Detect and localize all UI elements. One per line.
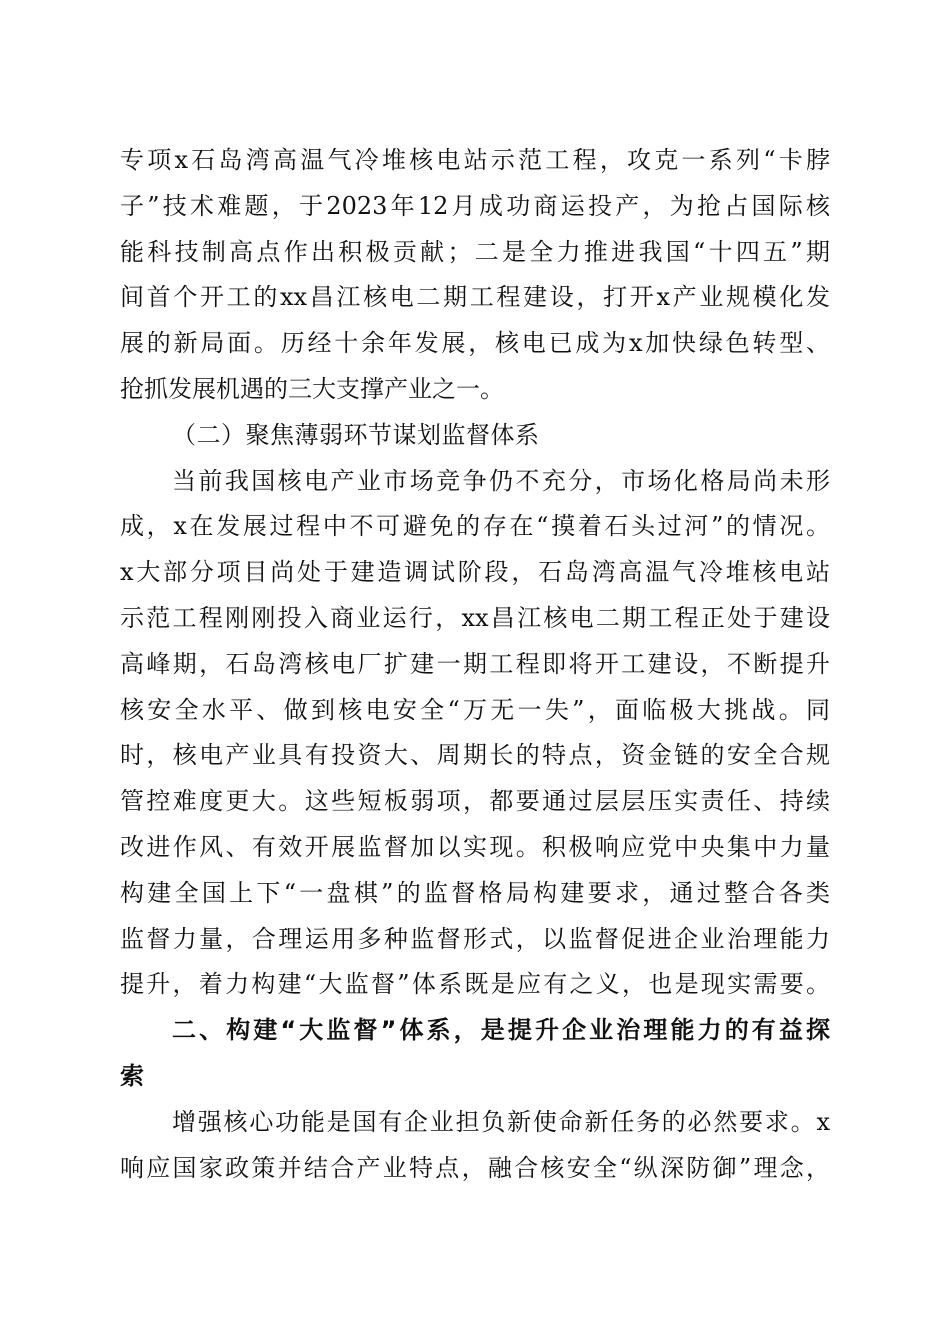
paragraph-line: 示范工程刚刚投入商业运行，xx昌江核电二期工程正处于建设 bbox=[120, 603, 830, 632]
paragraph-line: 能科技制高点作出积极贡献；二是全力推进我国“十四五”期 bbox=[120, 237, 830, 266]
section-heading: 二、构建“大监督”体系，是提升企业治理能力的有益探 bbox=[172, 1016, 830, 1045]
paragraph-line: 响应国家政策并结合产业特点，融合核安全“纵深防御”理念， bbox=[120, 1153, 830, 1182]
paragraph-line: 构建全国上下“一盘棋”的监督格局构建要求，通过整合各类 bbox=[120, 878, 830, 907]
paragraph-line: 监督力量，合理运用多种监督形式，以监督促进企业治理能力 bbox=[120, 924, 830, 953]
paragraph-line: 当前我国核电产业市场竞争仍不充分，市场化格局尚未形 bbox=[172, 466, 830, 495]
paragraph-line: 管控难度更大。这些短板弱项，都要通过层层压实责任、持续 bbox=[120, 787, 830, 816]
paragraph-line: 核安全水平、做到核电安全“万无一失”，面临极大挑战。同 bbox=[120, 695, 830, 724]
paragraph-line: 提升，着力构建“大监督”体系既是应有之义，也是现实需要。 bbox=[120, 970, 830, 999]
paragraph-line: 增强核心功能是国有企业担负新使命新任务的必然要求。x bbox=[172, 1107, 830, 1136]
paragraph-line: 时，核电产业具有投资大、周期长的特点，资金链的安全合规 bbox=[120, 741, 830, 770]
paragraph-line: x大部分项目尚处于建造调试阶段，石岛湾高温气冷堆核电站 bbox=[120, 558, 830, 587]
paragraph-line: 高峰期，石岛湾核电厂扩建一期工程即将开工建设，不断提升 bbox=[120, 649, 830, 678]
paragraph-line: 展的新局面。历经十余年发展，核电已成为x加快绿色转型、 bbox=[120, 329, 830, 358]
document-body bbox=[120, 138, 830, 1191]
paragraph-line: 成，x在发展过程中不可避免的存在“摸着石头过河”的情况。 bbox=[120, 512, 830, 541]
section-subheading: （二）聚焦薄弱环节谋划监督体系 bbox=[172, 420, 540, 449]
section-heading-continuation: 索 bbox=[120, 1061, 144, 1090]
paragraph-line: 间首个开工的xx昌江核电二期工程建设，打开x产业规模化发 bbox=[120, 283, 830, 312]
paragraph-line: 子”技术难题，于2023年12月成功商运投产，为抢占国际核 bbox=[120, 191, 830, 220]
paragraph-line: 抢抓发展机遇的三大支撑产业之一。 bbox=[120, 374, 504, 403]
paragraph-line: 改进作风、有效开展监督加以实现。积极响应党中央集中力量 bbox=[120, 832, 830, 861]
paragraph-line: 专项x石岛湾高温气冷堆核电站示范工程，攻克一系列“卡脖 bbox=[120, 146, 830, 174]
